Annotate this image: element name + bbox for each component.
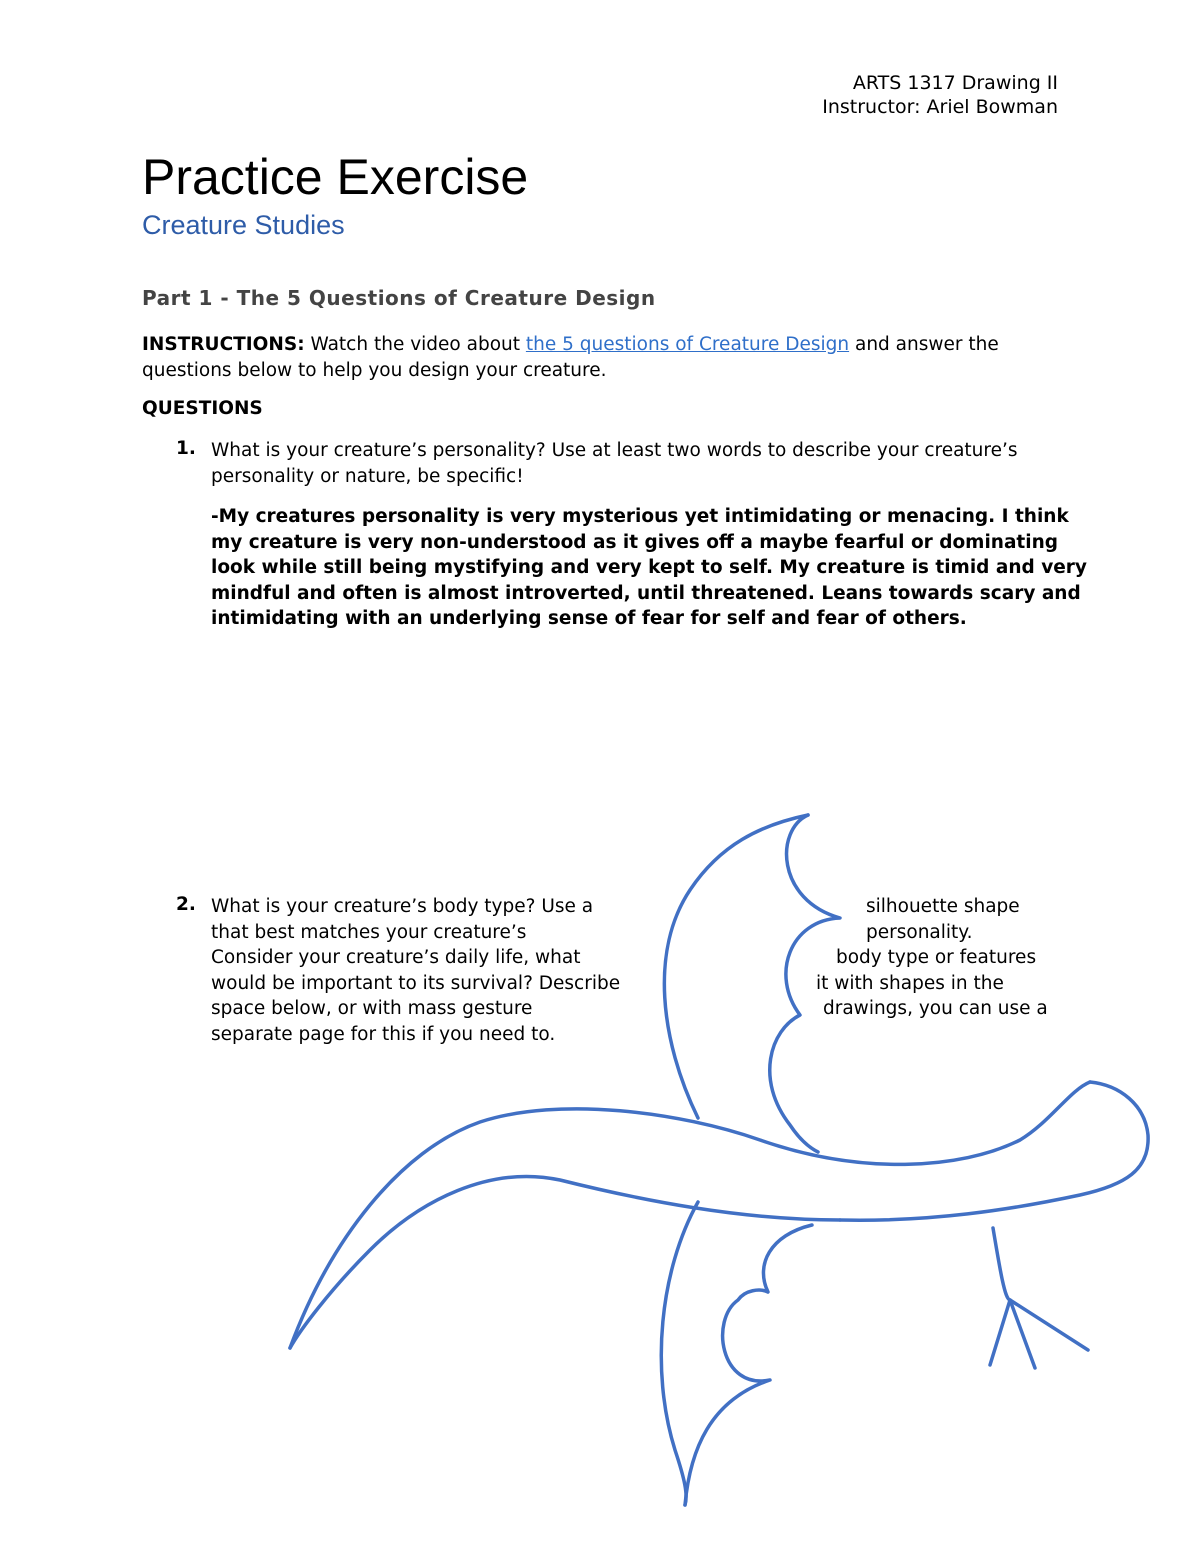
question-2-line: Consider your creature’s daily life, what	[211, 947, 581, 968]
question-2-line: body type or features	[836, 947, 1037, 968]
creature-leg	[990, 1228, 1010, 1365]
creature-claw-long	[1010, 1300, 1088, 1350]
question-2-line: that best matches your creature’s	[211, 921, 527, 943]
instructions-post: and answer the	[854, 334, 999, 355]
answer-1-line: my creature is very non-understood as it gives off a maybe fearful or dominating	[211, 531, 1059, 553]
answer-1-line: intimidating with an underlying sense of fear for self and fear of others.	[211, 608, 967, 629]
creature-lower-fin-back	[685, 1225, 812, 1505]
answer-1-line: look while still being mystifying and very kept to self. My creature is timid and very	[211, 557, 1087, 578]
question-2-line: personality.	[866, 921, 973, 943]
instructor-name: Instructor: Ariel Bowman	[822, 96, 1058, 118]
creature-claw-mid	[1010, 1300, 1035, 1368]
course-name: ARTS 1317 Drawing II	[852, 72, 1058, 94]
answer-1-line: mindful and often is almost introverted, until threatened. Leans towards scary and	[211, 582, 1081, 604]
part-heading: Part 1 - The 5 Questions of Creature Design	[142, 286, 656, 310]
question-1-number: 1.	[176, 438, 196, 459]
question-2-line: separate page for this if you need to.	[211, 1023, 556, 1045]
page-title: Practice Exercise	[142, 149, 529, 205]
instructions-label: INSTRUCTIONS:	[142, 334, 305, 355]
question-2-line: it with shapes in the	[816, 972, 1004, 994]
question-2-line: What is your creature’s body type? Use a	[211, 896, 594, 917]
page-subtitle: Creature Studies	[142, 210, 345, 240]
instructions-pre: Watch the video about	[310, 334, 520, 355]
question-2-line: silhouette shape	[866, 896, 1020, 917]
question-2-line: space below, or with mass gesture	[211, 998, 533, 1019]
answer-1-line: -My creatures personality is very mysterious yet intimidating or menacing. I think	[211, 506, 1069, 527]
video-link[interactable]: the 5 questions of Creature Design	[525, 334, 850, 355]
question-2-number: 2.	[176, 894, 196, 915]
creature-upper-fin-back	[770, 815, 840, 1152]
question-2-line: would be important to its survival? Describe	[211, 972, 621, 994]
questions-heading: QUESTIONS	[142, 398, 263, 419]
question-2-line: drawings, you can use a	[823, 998, 1048, 1019]
instructions-line-2: questions below to help you design your creature.	[142, 359, 607, 381]
question-1-line: What is your creature’s personality? Use at least two words to describe your creature’s	[211, 440, 1018, 461]
question-1-line: personality or nature, be specific!	[211, 465, 524, 487]
